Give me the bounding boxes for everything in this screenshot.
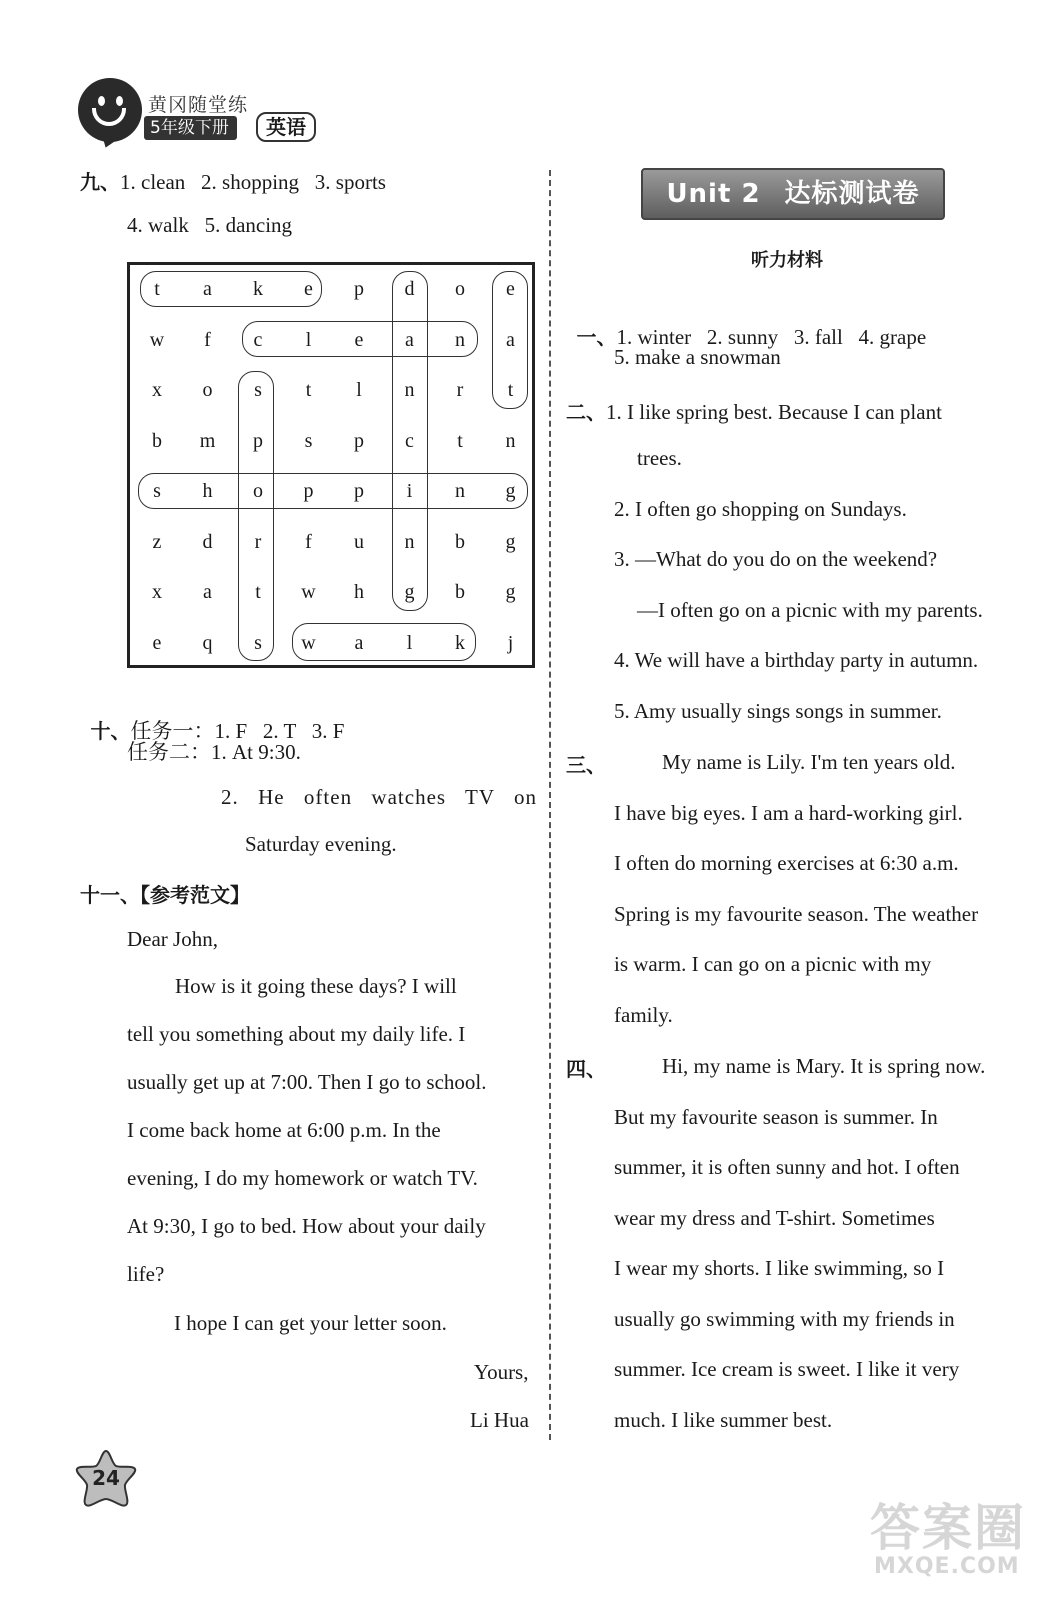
- s2-line1: [566, 396, 942, 425]
- s3-line: I often do morning exercises at 6:30 a.m.: [614, 851, 959, 875]
- s2-label: 二、: [566, 400, 606, 424]
- grid-letter: p: [354, 429, 364, 452]
- s2-sentence: 1. I like spring best. Because I can plant: [606, 400, 942, 424]
- grade-label: 5年级下册: [144, 116, 237, 140]
- grid-letter: x: [152, 379, 162, 401]
- grid-letter: a: [203, 581, 212, 603]
- grid-letter: p: [253, 429, 263, 452]
- grid-letter: a: [506, 328, 515, 351]
- grid-letter: m: [199, 429, 216, 452]
- grid-letter: t: [255, 581, 261, 603]
- grid-letter: l: [356, 379, 362, 401]
- grid-letter: o: [253, 480, 263, 502]
- watermark-main: 答案圈: [870, 1499, 1026, 1557]
- brand-title: 黄冈随堂练: [148, 94, 249, 116]
- grid-letter: g: [505, 581, 516, 603]
- listening-material-heading: 听力材料: [751, 250, 823, 271]
- grid-letter: g: [505, 530, 516, 553]
- q9-line1: [80, 166, 386, 195]
- s4-label: 四、: [566, 1057, 606, 1081]
- grid-letter: r: [456, 379, 464, 401]
- grid-letter: r: [254, 530, 262, 553]
- grid-letter: a: [405, 328, 414, 351]
- unit-test-title: 达标测试卷: [784, 179, 920, 209]
- s3-passage: [614, 737, 1026, 1040]
- grid-letter: g: [404, 581, 415, 603]
- s4-line: I wear my shorts. I like swimming, so I: [614, 1256, 945, 1280]
- grid-letter: p: [354, 480, 364, 502]
- s3-line: is warm. I can go on a picnic with my: [614, 952, 932, 976]
- s1-line1: [566, 296, 926, 350]
- grid-letter: c: [405, 429, 414, 452]
- grid-letter: o: [455, 278, 465, 300]
- grid-letter: b: [455, 530, 465, 553]
- s1-answers-1: 1. winter 2. sunny 3. fall 4. grape: [616, 325, 927, 349]
- page-number: 24: [92, 1466, 120, 1490]
- grid-letter: l: [305, 328, 312, 351]
- grid-letter: s: [153, 480, 161, 502]
- s3-line: My name is Lily. I'm ten years old.: [662, 750, 956, 774]
- grid-letter: d: [404, 278, 415, 300]
- q10-task2-2a: 2. He often watches TV on: [221, 785, 537, 809]
- grid-letter: h: [354, 581, 364, 603]
- s4-line: wear my dress and T-shirt. Sometimes: [614, 1205, 935, 1230]
- subject-label: 英语: [256, 112, 316, 142]
- letter-line: At 9:30, I go to bed. How about your daily: [127, 1214, 486, 1238]
- letter-line: tell you something about my daily life. I: [127, 1022, 466, 1046]
- s3-line: family.: [614, 1002, 673, 1027]
- grid-letter: h: [202, 480, 213, 502]
- q9-line2: 4. walk 5. dancing: [127, 213, 293, 237]
- q11-heading: [80, 879, 250, 908]
- letter-line: life?: [127, 1262, 165, 1286]
- grid-letter: e: [304, 278, 313, 300]
- letter-line: evening, I do my homework or watch TV.: [127, 1166, 478, 1190]
- grid-letter: p: [354, 278, 364, 300]
- grid-letter: a: [354, 631, 364, 654]
- book-logo: [78, 76, 338, 156]
- grid-letter: s: [304, 429, 313, 452]
- ring-sports: [238, 371, 274, 661]
- s1-label: 一、: [576, 325, 617, 349]
- s4-line: much. I like summer best.: [614, 1407, 833, 1432]
- s2-sentence: —I often go on a picnic with my parents.: [637, 598, 983, 622]
- s2-sentence: 5. Amy usually sings songs in summer.: [614, 699, 942, 723]
- grid-letter: n: [455, 328, 465, 351]
- s2-sentence: 3. —What do you do on the weekend?: [614, 547, 938, 571]
- letter-greeting: Dear John,: [127, 927, 218, 951]
- q9-answers-1: 1. clean 2. shopping 3. sports: [120, 170, 386, 194]
- grid-letter: w: [301, 581, 316, 603]
- letter-line: I come back home at 6:00 p.m. In the: [127, 1118, 441, 1142]
- grid-letter: k: [455, 631, 465, 654]
- page-number-badge: [74, 1448, 138, 1508]
- grid-letter: u: [354, 530, 364, 553]
- grid-letter: s: [254, 379, 262, 401]
- word-search-grid: [127, 262, 535, 668]
- letter-line: usually get up at 7:00. Then I go to school.: [127, 1070, 487, 1094]
- unit-banner: [641, 168, 945, 220]
- grid-letter: s: [254, 631, 262, 654]
- grid-letter: t: [457, 429, 463, 452]
- q10-label: 十、: [90, 719, 131, 743]
- s2-sentence: trees.: [637, 446, 682, 470]
- grid-letter: k: [253, 278, 263, 300]
- smiley-face-icon: [78, 78, 142, 142]
- s4-line: But my favourite season is summer. In: [614, 1104, 938, 1129]
- s4-line: Hi, my name is Mary. It is spring now.: [662, 1054, 986, 1078]
- grid-letter: e: [152, 631, 162, 654]
- grid-letter: f: [305, 530, 312, 553]
- grid-letter: o: [202, 379, 213, 401]
- s4-line: summer. Ice cream is sweet. I like it very: [614, 1357, 960, 1381]
- q10-task2-1: 任务二：1. At 9:30.: [127, 740, 301, 764]
- grid-letter: t: [507, 379, 514, 401]
- grid-letter: l: [406, 631, 413, 654]
- grid-letter: p: [303, 480, 314, 502]
- q10-task1: 任务一：1. F 2. T 3. F: [130, 719, 345, 743]
- s4-line: summer, it is often sunny and hot. I often: [614, 1155, 960, 1179]
- s4-passage: [614, 1041, 1026, 1445]
- grid-letter: w: [149, 328, 165, 351]
- grid-letter: j: [507, 631, 514, 654]
- watermark-sub: MXQE.COM: [874, 1554, 1020, 1579]
- grid-letter: n: [404, 379, 415, 401]
- s2-sentence: 2. I often go shopping on Sundays.: [614, 497, 907, 521]
- grid-letter: q: [202, 631, 213, 654]
- grid-letter: c: [253, 328, 263, 351]
- letter-line: How is it going these days? I will: [175, 974, 457, 998]
- grid-letter: g: [505, 480, 516, 502]
- grid-letter: b: [455, 581, 465, 603]
- letter-closing: I hope I can get your letter soon.: [174, 1311, 447, 1335]
- q10-task2-2b: Saturday evening.: [245, 832, 397, 856]
- s1-line2: 5. make a snowman: [614, 345, 781, 369]
- grid-letter: a: [203, 278, 212, 300]
- grid-letter: n: [505, 429, 516, 452]
- s3-line: I have big eyes. I am a hard-working girl.: [614, 800, 963, 825]
- unit-number: Unit 2: [666, 179, 761, 209]
- grid-letter: n: [404, 530, 415, 553]
- grid-letter: z: [152, 530, 162, 553]
- grid-letter: x: [152, 581, 162, 603]
- grid-letter: n: [455, 480, 465, 502]
- column-divider: [549, 170, 551, 1440]
- grid-letter: i: [406, 480, 413, 502]
- s2-sentence: 4. We will have a birthday party in autumn.: [614, 648, 979, 672]
- watermark: [856, 1480, 1046, 1590]
- letter-signoff: Yours,: [474, 1360, 529, 1384]
- letter-signature: Li Hua: [470, 1408, 529, 1432]
- letter-body: [127, 962, 537, 1298]
- q9-label: 九、: [80, 170, 120, 194]
- s4-line: usually go swimming with my friends in: [614, 1306, 955, 1331]
- s3-label: 三、: [566, 753, 606, 777]
- grid-letter: e: [354, 328, 364, 351]
- grid-letter: t: [154, 278, 160, 300]
- grid-letter: e: [506, 278, 515, 300]
- grid-letter: w: [301, 631, 316, 654]
- grid-letter: b: [152, 429, 162, 452]
- q11-label: 十一、【参考范文】: [80, 883, 250, 907]
- grid-letter: d: [202, 530, 213, 553]
- grid-letter: t: [305, 379, 312, 401]
- s3-line: Spring is my favourite season. The weather: [614, 901, 979, 926]
- grid-letter: f: [204, 328, 211, 351]
